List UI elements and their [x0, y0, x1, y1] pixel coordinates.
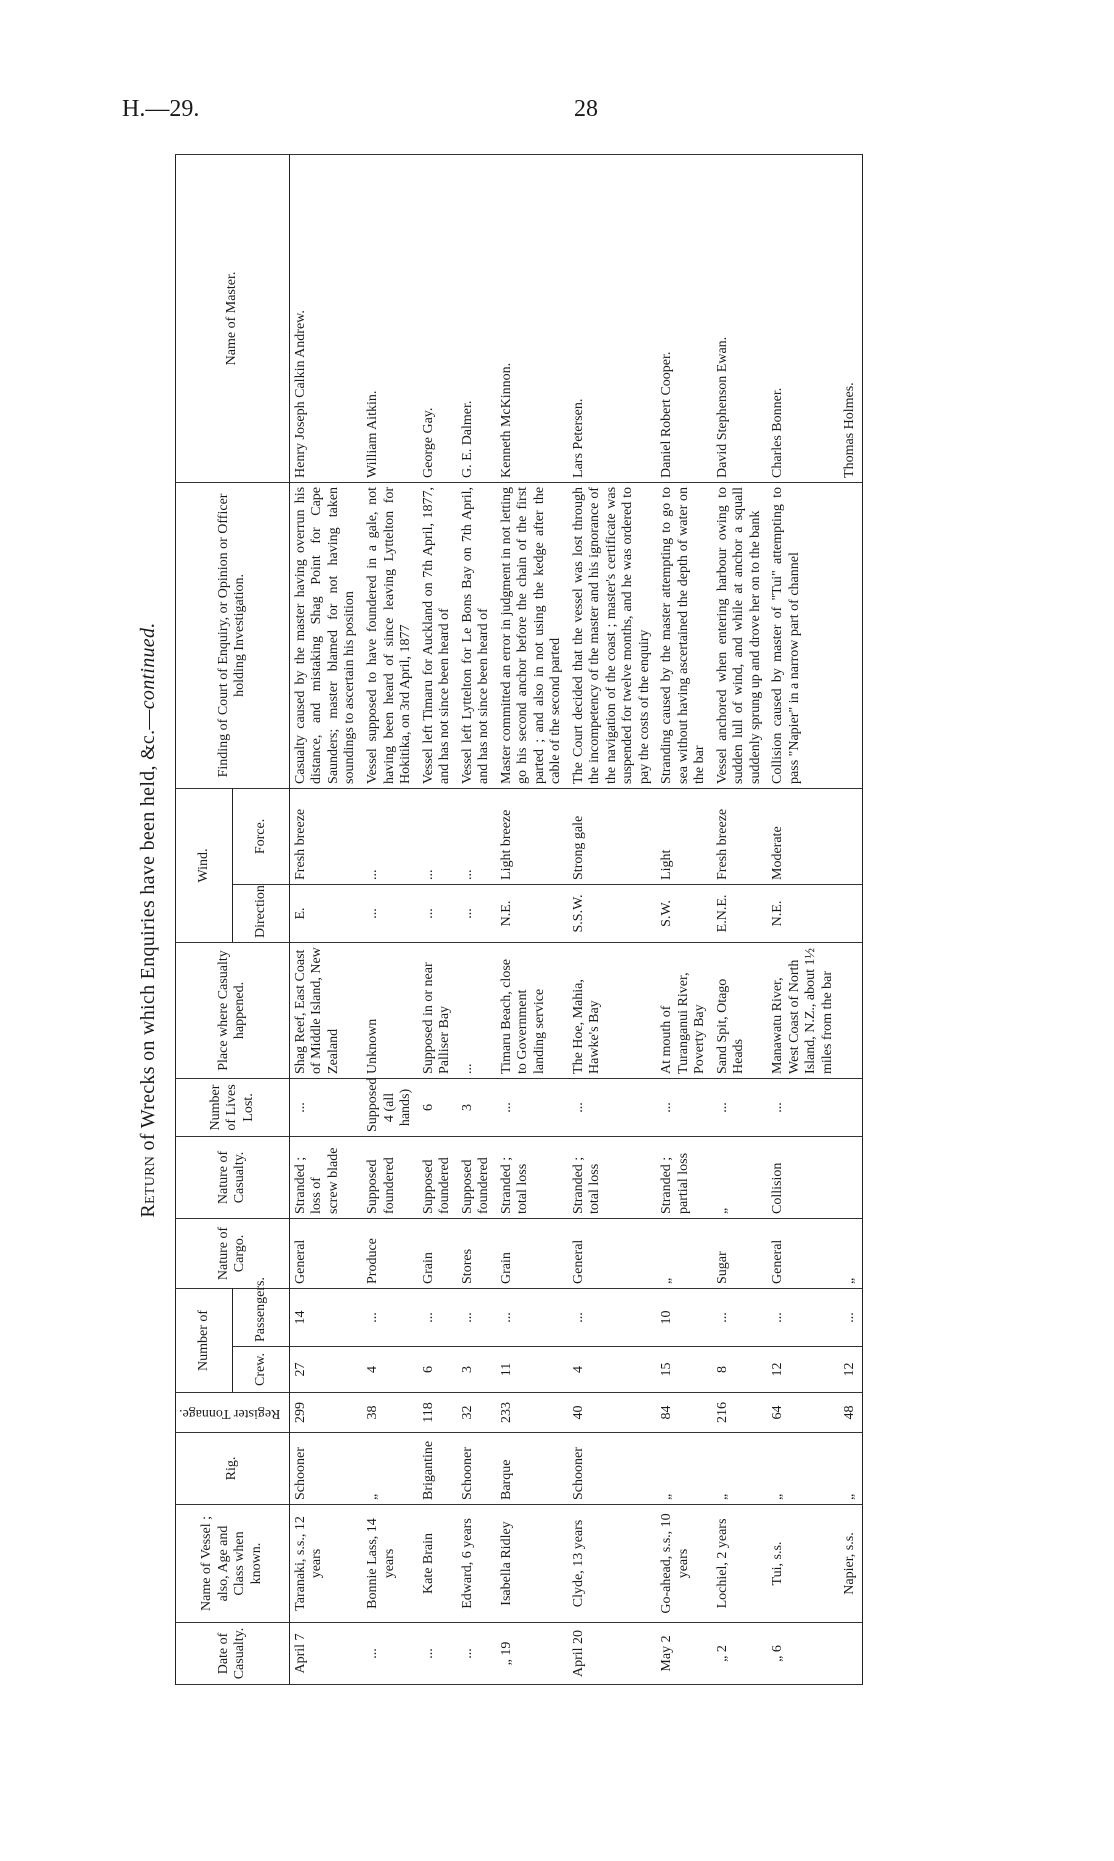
cell-lives: ...	[712, 1078, 768, 1136]
cell-crew: 15	[656, 1347, 712, 1393]
rotated-table-area	[137, 155, 1017, 1685]
cell-tonnage: 233	[496, 1393, 568, 1433]
cell-cargo: Grain	[496, 1218, 568, 1288]
cell-master: David Stephenson Ewan.	[712, 154, 768, 482]
cell-cargo: Stores	[457, 1218, 496, 1288]
cell-finding: The Court decided that the vessel was lost through the incompetency of the master and his ignorance of the navigation of the coast ; master's certificate was suspended for twelve months, and he was ordered to pay the costs of the enquiry	[568, 482, 657, 788]
cell-rig: Schooner	[289, 1433, 362, 1505]
cell-crew: 12	[767, 1347, 839, 1393]
cell-passengers: ...	[496, 1288, 568, 1346]
cell-rig: Barque	[496, 1433, 568, 1505]
cell-passengers: 14	[289, 1288, 362, 1346]
cell-rig: „	[839, 1433, 862, 1505]
cell-master: Daniel Robert Cooper.	[656, 154, 712, 482]
cell-place: At mouth of Turanganui River, Poverty Bay	[656, 942, 712, 1078]
cell-casualty: Stranded ; partial loss	[656, 1136, 712, 1218]
cell-vessel: Taranaki, s.s., 12 years	[289, 1505, 362, 1623]
cell-tonnage: 40	[568, 1393, 657, 1433]
cell-force: Fresh breeze	[712, 788, 768, 884]
cell-force: ...	[457, 788, 496, 884]
cell-cargo: General	[568, 1218, 657, 1288]
cell-vessel: Isabella Ridley	[496, 1505, 568, 1623]
cell-force: Moderate	[767, 788, 839, 884]
wrecks-table	[175, 154, 863, 1685]
cell-rig: „	[362, 1433, 418, 1505]
cell-casualty: Supposed foundered	[418, 1136, 457, 1218]
cell-passengers: ...	[457, 1288, 496, 1346]
cell-direction: E.N.E.	[712, 884, 768, 942]
col-passengers: Passengers.	[232, 1288, 289, 1346]
cell-date: ...	[457, 1623, 496, 1685]
page-number: 28	[574, 96, 598, 122]
col-master: Name of Master.	[176, 154, 290, 482]
cell-passengers: ...	[767, 1288, 839, 1346]
cell-passengers: ...	[418, 1288, 457, 1346]
col-number-of: Number of	[176, 1288, 233, 1392]
cell-master: George Gay.	[418, 154, 457, 482]
cell-direction: E.	[289, 884, 362, 942]
cell-vessel: Kate Brain	[418, 1505, 457, 1623]
cell-tonnage: 84	[656, 1393, 712, 1433]
cell-rig: „	[656, 1433, 712, 1505]
cell-passengers: ...	[839, 1288, 862, 1346]
table-row	[767, 154, 839, 1684]
cell-finding: Vessel supposed to have foundered in a gale, not having been heard of since leaving Lyttelton for Hokitika, on 3rd April, 1877	[362, 482, 418, 788]
table-row	[362, 154, 418, 1684]
cell-direction	[839, 884, 862, 942]
col-date: Date of Casualty.	[176, 1623, 290, 1685]
cell-crew: 3	[457, 1347, 496, 1393]
cell-master: G. E. Dalmer.	[457, 154, 496, 482]
cell-rig: „	[712, 1433, 768, 1505]
col-casualty: Nature of Casualty.	[176, 1136, 290, 1218]
cell-casualty: Stranded ; loss of screw blade	[289, 1136, 362, 1218]
cell-finding: Vessel left Lyttelton for Le Bons Bay on 7th April, and has not since been heard of	[457, 482, 496, 788]
cell-finding: Collision caused by master of "Tui" attempting to pass "Napier" in a narrow part of channel	[767, 482, 839, 788]
cell-casualty: Collision	[767, 1136, 839, 1218]
table-title	[137, 155, 169, 1685]
cell-place: Sand Spit, Otago Heads	[712, 942, 768, 1078]
cell-direction: ...	[418, 884, 457, 942]
cell-place: ...	[457, 942, 496, 1078]
cell-finding	[839, 482, 862, 788]
table-row	[712, 154, 768, 1684]
cell-lives: 3	[457, 1078, 496, 1136]
title-main: of Wrecks on which Enquiries have been held, &c.—	[137, 709, 159, 1151]
cell-crew: 8	[712, 1347, 768, 1393]
cell-place: The Hoe, Mahia, Hawke's Bay	[568, 942, 657, 1078]
col-wind: Wind.	[176, 788, 233, 942]
table-row	[457, 154, 496, 1684]
cell-vessel: Tui, s.s.	[767, 1505, 839, 1623]
cell-place: Manawatu River, West Coast of North Island, N.Z., about 1½ miles from the bar	[767, 942, 839, 1078]
cell-passengers: ...	[568, 1288, 657, 1346]
cell-lives: ...	[568, 1078, 657, 1136]
cell-date: ...	[418, 1623, 457, 1685]
cell-direction: ...	[457, 884, 496, 942]
cell-date	[839, 1623, 862, 1685]
title-prefix: Return	[137, 1155, 159, 1218]
cell-vessel: Napier, s.s.	[839, 1505, 862, 1623]
cell-crew: 27	[289, 1347, 362, 1393]
cell-finding: Master committed an error in judgment in not letting go his second anchor before the chain of the first parted ; and also in not using the kedge after the cable of the second parted	[496, 482, 568, 788]
cell-master: Lars Petersen.	[568, 154, 657, 482]
cell-tonnage: 32	[457, 1393, 496, 1433]
cell-vessel: Lochiel, 2 years	[712, 1505, 768, 1623]
cell-master: Thomas Holmes.	[839, 154, 862, 482]
cell-passengers: ...	[712, 1288, 768, 1346]
cell-date: May 2	[656, 1623, 712, 1685]
cell-passengers: ...	[362, 1288, 418, 1346]
cell-finding: Stranding caused by the master attempting to go to sea without having ascertained the depth of water on the bar	[656, 482, 712, 788]
cell-force: ...	[418, 788, 457, 884]
cell-casualty: „	[712, 1136, 768, 1218]
cell-lives: ...	[767, 1078, 839, 1136]
cell-master: Charles Bonner.	[767, 154, 839, 482]
table-row	[839, 154, 862, 1684]
document-code: H.—29.	[122, 96, 200, 122]
table-row	[568, 154, 657, 1684]
cell-lives: ...	[656, 1078, 712, 1136]
cell-tonnage: 118	[418, 1393, 457, 1433]
cell-crew: 6	[418, 1347, 457, 1393]
col-force: Force.	[232, 788, 289, 884]
cell-direction: S.S.W.	[568, 884, 657, 942]
cell-cargo: General	[767, 1218, 839, 1288]
col-direction: Direction	[232, 884, 289, 942]
col-rig: Rig.	[176, 1433, 290, 1505]
cell-master: Kenneth McKinnon.	[496, 154, 568, 482]
cell-lives: ...	[289, 1078, 362, 1136]
col-vessel: Name of Vessel ; also, Age and Class when known.	[176, 1505, 290, 1623]
cell-passengers: 10	[656, 1288, 712, 1346]
cell-rig: Brigantine	[418, 1433, 457, 1505]
cell-date: April 7	[289, 1623, 362, 1685]
cell-date: ...	[362, 1623, 418, 1685]
cell-finding: Vessel anchored when entering harbour owing to sudden lull of wind, and while at anchor a squall suddenly sprung up and drove her on to the bank	[712, 482, 768, 788]
cell-force: ...	[362, 788, 418, 884]
cell-tonnage: 38	[362, 1393, 418, 1433]
cell-vessel: Go-ahead, s.s., 10 years	[656, 1505, 712, 1623]
cell-lives	[839, 1078, 862, 1136]
cell-tonnage: 216	[712, 1393, 768, 1433]
cell-cargo: Grain	[418, 1218, 457, 1288]
cell-place	[839, 942, 862, 1078]
col-tonnage: Register Tonnage.	[176, 1393, 290, 1433]
cell-place: Supposed in or near Palliser Bay	[418, 942, 457, 1078]
cell-tonnage: 48	[839, 1393, 862, 1433]
cell-force	[839, 788, 862, 884]
cell-place: Unknown	[362, 942, 418, 1078]
col-crew: Crew.	[232, 1347, 289, 1393]
cell-date: „ 2	[712, 1623, 768, 1685]
cell-direction: N.E.	[767, 884, 839, 942]
cell-date: April 20	[568, 1623, 657, 1685]
cell-rig: „	[767, 1433, 839, 1505]
cell-vessel: Bonnie Lass, 14 years	[362, 1505, 418, 1623]
cell-master: Henry Joseph Calkin Andrew.	[289, 154, 362, 482]
cell-cargo: Produce	[362, 1218, 418, 1288]
cell-place: Timaru Beach, close to Government landing service	[496, 942, 568, 1078]
cell-crew: 11	[496, 1347, 568, 1393]
cell-cargo: General	[289, 1218, 362, 1288]
cell-tonnage: 64	[767, 1393, 839, 1433]
cell-crew: 4	[568, 1347, 657, 1393]
cell-crew: 4	[362, 1347, 418, 1393]
cell-force: Strong gale	[568, 788, 657, 884]
cell-casualty: Stranded ; total loss	[496, 1136, 568, 1218]
table-row	[418, 154, 457, 1684]
col-finding: Finding of Court of Enquiry, or Opinion or Officer holding Investigation.	[176, 482, 290, 788]
cell-casualty	[839, 1136, 862, 1218]
table-row	[496, 154, 568, 1684]
cell-vessel: Edward, 6 years	[457, 1505, 496, 1623]
cell-casualty: Supposed foundered	[457, 1136, 496, 1218]
table-row	[289, 154, 362, 1684]
cell-lives: 6	[418, 1078, 457, 1136]
cell-cargo: „	[656, 1218, 712, 1288]
cell-date: „ 19	[496, 1623, 568, 1685]
cell-force: Light	[656, 788, 712, 884]
cell-date: „ 6	[767, 1623, 839, 1685]
cell-force: Light breeze	[496, 788, 568, 884]
cell-cargo: Sugar	[712, 1218, 768, 1288]
cell-place: Shag Reef, East Coast of Middle Island, New Zealand	[289, 942, 362, 1078]
cell-lives: ...	[496, 1078, 568, 1136]
cell-force: Fresh breeze	[289, 788, 362, 884]
col-lives: Number of Lives Lost.	[176, 1078, 290, 1136]
col-place: Place where Casualty happened.	[176, 942, 290, 1078]
cell-direction: ...	[362, 884, 418, 942]
cell-rig: Schooner	[568, 1433, 657, 1505]
cell-lives: Supposed 4 (all hands)	[362, 1078, 418, 1136]
cell-tonnage: 299	[289, 1393, 362, 1433]
cell-crew: 12	[839, 1347, 862, 1393]
col-cargo: Nature of Cargo.	[176, 1218, 290, 1288]
cell-direction: S.W.	[656, 884, 712, 942]
cell-vessel: Clyde, 13 years	[568, 1505, 657, 1623]
cell-casualty: Supposed foundered	[362, 1136, 418, 1218]
cell-cargo: „	[839, 1218, 862, 1288]
cell-casualty: Stranded ; total loss	[568, 1136, 657, 1218]
title-suffix: continued.	[137, 622, 159, 710]
table-row	[656, 154, 712, 1684]
cell-finding: Casualty caused by the master having overrun his distance, and mistaking Shag Point for Cape Saunders; master blamed for not having taken soundings to ascertain his position	[289, 482, 362, 788]
cell-rig: Schooner	[457, 1433, 496, 1505]
cell-master: William Aitkin.	[362, 154, 418, 482]
cell-finding: Vessel left Timaru for Auckland on 7th April, 1877, and has not since been heard of	[418, 482, 457, 788]
cell-direction: N.E.	[496, 884, 568, 942]
